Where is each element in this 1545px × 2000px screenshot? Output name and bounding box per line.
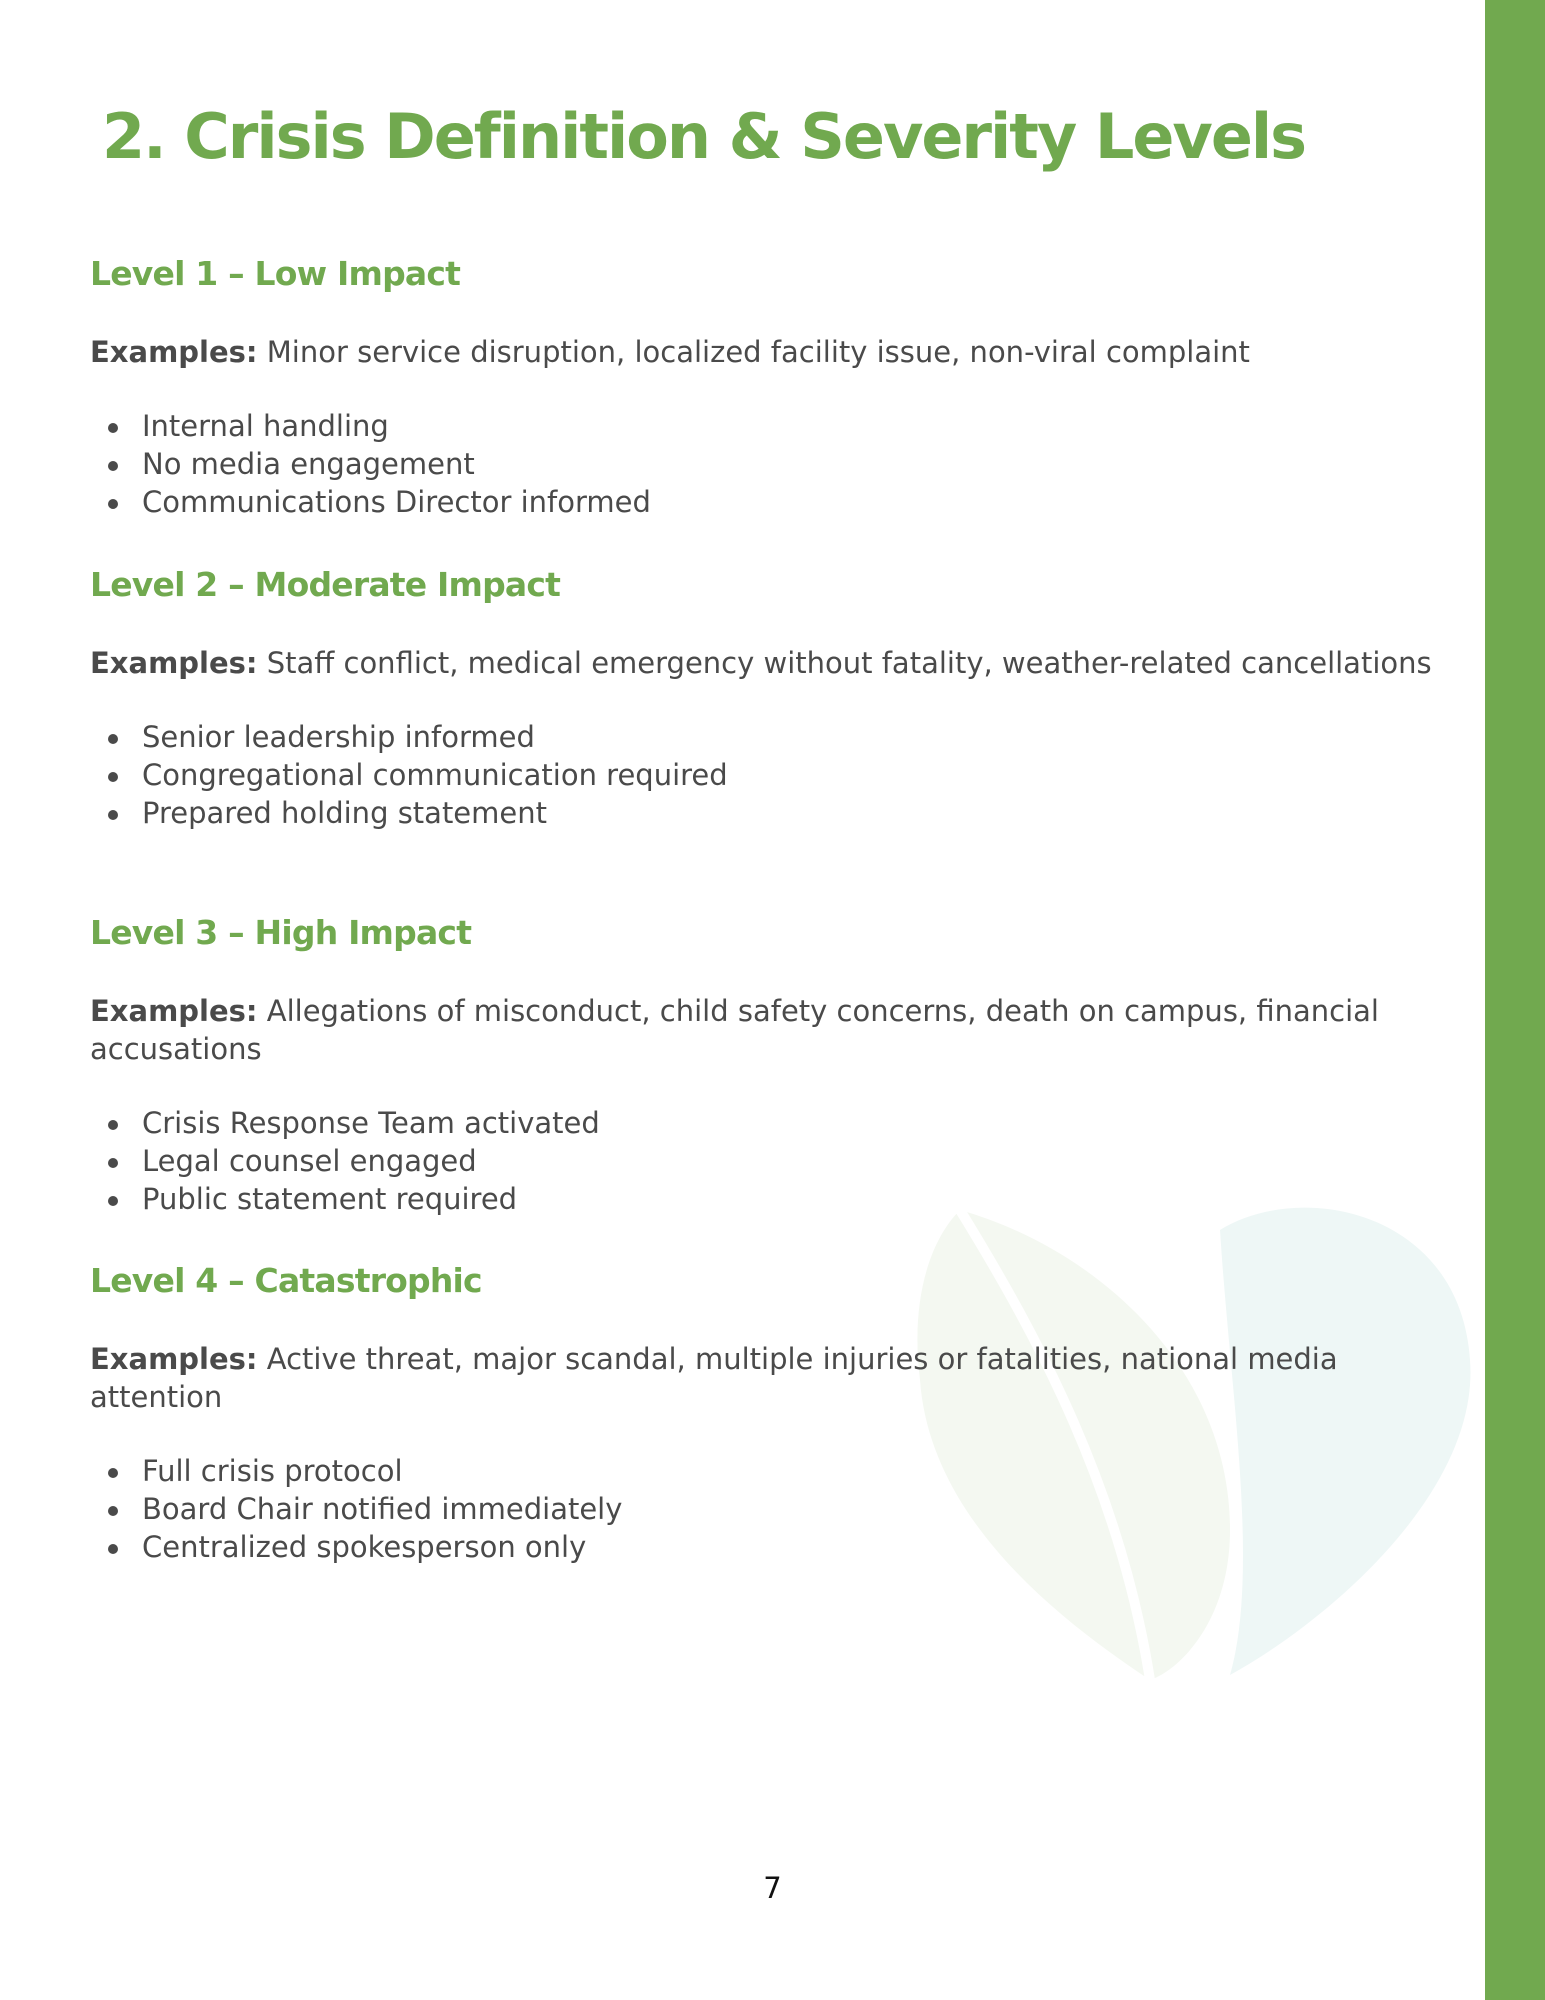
list-item	[90, 445, 1440, 483]
list-item-text: No media engagement	[142, 447, 475, 481]
level-3-section	[90, 913, 1440, 1218]
level-heading: Level 1 – Low Impact	[90, 254, 461, 293]
list-item-text: Senior leadership informed	[142, 720, 535, 754]
examples-text: Minor service disruption, localized facility issue, non-viral complaint	[266, 335, 1250, 369]
bullet-icon	[108, 1196, 118, 1206]
bullet-icon	[108, 734, 118, 744]
list-item-text: Internal handling	[142, 409, 389, 443]
level-4-section	[90, 1261, 1440, 1566]
bullet-icon	[108, 499, 118, 509]
examples-label: Examples:	[90, 1342, 258, 1376]
list-item-text: Public statement required	[142, 1182, 518, 1216]
bullet-list	[90, 1104, 1440, 1218]
list-item	[90, 718, 1440, 756]
list-item	[90, 1104, 1440, 1142]
bullet-list	[90, 718, 1440, 832]
bullet-icon	[108, 1544, 118, 1554]
list-item	[90, 1528, 1440, 1566]
bullet-icon	[108, 1468, 118, 1478]
level-heading: Level 4 – Catastrophic	[90, 1261, 482, 1300]
bullet-icon	[108, 810, 118, 820]
page-title: 2. Crisis Definition & Severity Levels	[102, 100, 1306, 173]
examples-label: Examples:	[90, 994, 258, 1028]
bullet-icon	[108, 772, 118, 782]
list-item-text: Legal counsel engaged	[142, 1144, 477, 1178]
examples-text: Active threat, major scandal, multiple injuries or fatalities, national media attention	[90, 1342, 1338, 1414]
list-item-text: Board Chair notified immediately	[142, 1492, 623, 1526]
list-item	[90, 1180, 1440, 1218]
bullet-icon	[108, 1506, 118, 1516]
list-item	[90, 794, 1440, 832]
bullet-icon	[108, 423, 118, 433]
level-heading: Level 3 – High Impact	[90, 913, 472, 952]
list-item-text: Full crisis protocol	[142, 1454, 403, 1488]
list-item	[90, 407, 1440, 445]
list-item	[90, 756, 1440, 794]
examples-paragraph	[90, 333, 1440, 371]
level-1-section	[90, 254, 1440, 521]
list-item-text: Congregational communication required	[142, 758, 728, 792]
bullet-icon	[108, 461, 118, 471]
page-number: 7	[763, 1871, 782, 1905]
examples-text: Staff conflict, medical emergency without fatality, weather-related cancellations	[266, 646, 1432, 680]
list-item-text: Centralized spokesperson only	[142, 1530, 587, 1564]
bullet-list	[90, 407, 1440, 521]
level-heading: Level 2 – Moderate Impact	[90, 565, 561, 604]
examples-paragraph	[90, 1340, 1440, 1416]
level-2-section	[90, 565, 1440, 832]
examples-paragraph	[90, 992, 1440, 1068]
list-item	[90, 483, 1440, 521]
list-item-text: Crisis Response Team activated	[142, 1106, 600, 1140]
examples-paragraph	[90, 644, 1440, 682]
list-item	[90, 1490, 1440, 1528]
examples-label: Examples:	[90, 646, 258, 680]
bullet-list	[90, 1452, 1440, 1566]
list-item	[90, 1452, 1440, 1490]
examples-label: Examples:	[90, 335, 258, 369]
list-item-text: Communications Director informed	[142, 485, 651, 519]
examples-text: Allegations of misconduct, child safety concerns, death on campus, financial accusations	[90, 994, 1379, 1066]
bullet-icon	[108, 1120, 118, 1130]
list-item	[90, 1142, 1440, 1180]
bullet-icon	[108, 1158, 118, 1168]
list-item-text: Prepared holding statement	[142, 796, 547, 830]
